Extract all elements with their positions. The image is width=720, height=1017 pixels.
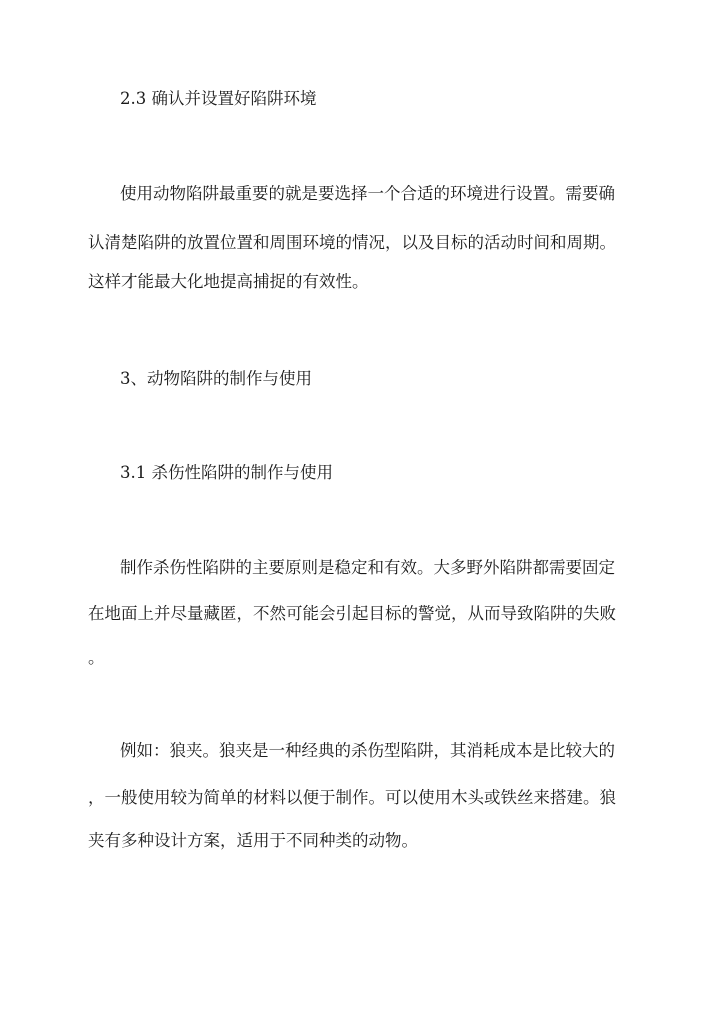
paragraph-1-line-1: 使用动物陷阱最重要的就是要选择一个合适的环境进行设置。需要确	[120, 184, 615, 203]
paragraph-2-line-3: 。	[88, 648, 105, 667]
paragraph-2-line-2: 在地面上并尽量藏匿，不然可能会引起目标的警觉，从而导致陷阱的失败	[88, 604, 616, 623]
paragraph-1-line-2: 认清楚陷阱的放置位置和周围环境的情况，以及目标的活动时间和周期。	[88, 233, 616, 252]
paragraph-2-line-1: 制作杀伤性陷阱的主要原则是稳定和有效。大多野外陷阱都需要固定	[120, 558, 615, 577]
paragraph-3-line-3: 夹有多种设计方案，适用于不同种类的动物。	[88, 831, 418, 850]
paragraph-3-line-2: ，一般使用较为简单的材料以便于制作。可以使用木头或铁丝来搭建。狼	[88, 788, 616, 807]
paragraph-1-line-3: 这样才能最大化地提高捕捉的有效性。	[88, 272, 369, 291]
section-heading-3: 3、动物陷阱的制作与使用	[120, 369, 312, 388]
section-heading-2-3: 2.3 确认并设置好陷阱环境	[120, 89, 317, 108]
paragraph-3-line-1: 例如：狼夹。狼夹是一种经典的杀伤型陷阱，其消耗成本是比较大的	[120, 741, 615, 760]
section-heading-3-1: 3.1 杀伤性陷阱的制作与使用	[120, 463, 333, 482]
